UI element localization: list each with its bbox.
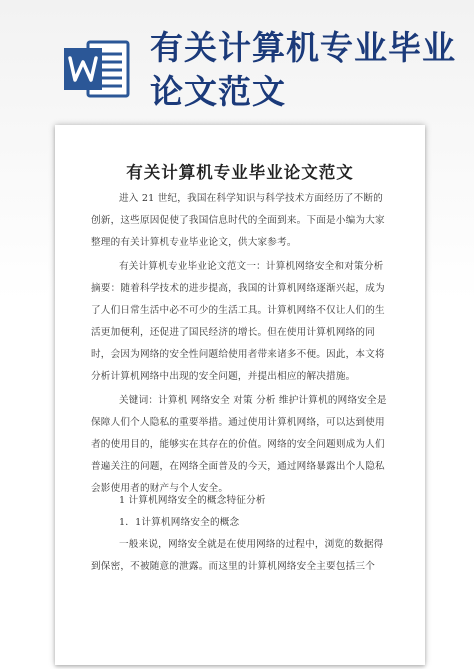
section-heading-1: 1 计算机网络安全的概念特征分析 bbox=[119, 495, 266, 506]
document-title: 有关计算机专业毕业论文范文 bbox=[126, 163, 354, 182]
document-page bbox=[55, 125, 425, 665]
section-heading-1-1: 1．1计算机网络安全的概念 bbox=[119, 517, 240, 528]
intro-paragraph: 进入 21 世纪，我国在科学知识与科学技术方面经历了不断的创新，这些原因促使了我国信息时代的全面到来。下面是小编为大家整理的有关计算机专业毕业论文，供大家参考。 bbox=[91, 193, 385, 248]
keywords-paragraph: 关键词：计算机 网络安全 对策 分析 维护计算机的网络安全是保障人们个人隐私的重要举措。通过使用计算机网络，可以达到使用者的使用目的，能够实在其存在的价值。网络的安全问题则成为人们普遍关注的问题，在网络全面普及的今天，通过网络暴露出个人隐私会影使用者的财产与个人安全。 bbox=[91, 395, 387, 494]
banner-title: 有关计算机专业毕业论文范文 bbox=[150, 28, 456, 111]
body-paragraph: 一般来说，网络安全就是在使用网络的过程中，浏览的数据得到保密，不被随意的泄露。而这里的计算机网络安全主要包括三个 bbox=[91, 539, 384, 572]
abstract-paragraph: 有关计算机专业毕业论文范文一：计算机网络安全和对策分析 摘要：随着科学技术的进步提高，我国的计算机网络逐渐兴起，成为了人们日常生活中必不可少的生活工具。计算机网络不仅让人们的生活更加便利，还促进了国民经济的增长。但在使用计算机网络的同时，会因为网络的安全性问题给使用者带来诸多不便。因此，本文将分析计算机网络中出现的安全问题，并提出相应的解决措施。 bbox=[91, 261, 404, 382]
word-document-icon bbox=[62, 38, 132, 100]
